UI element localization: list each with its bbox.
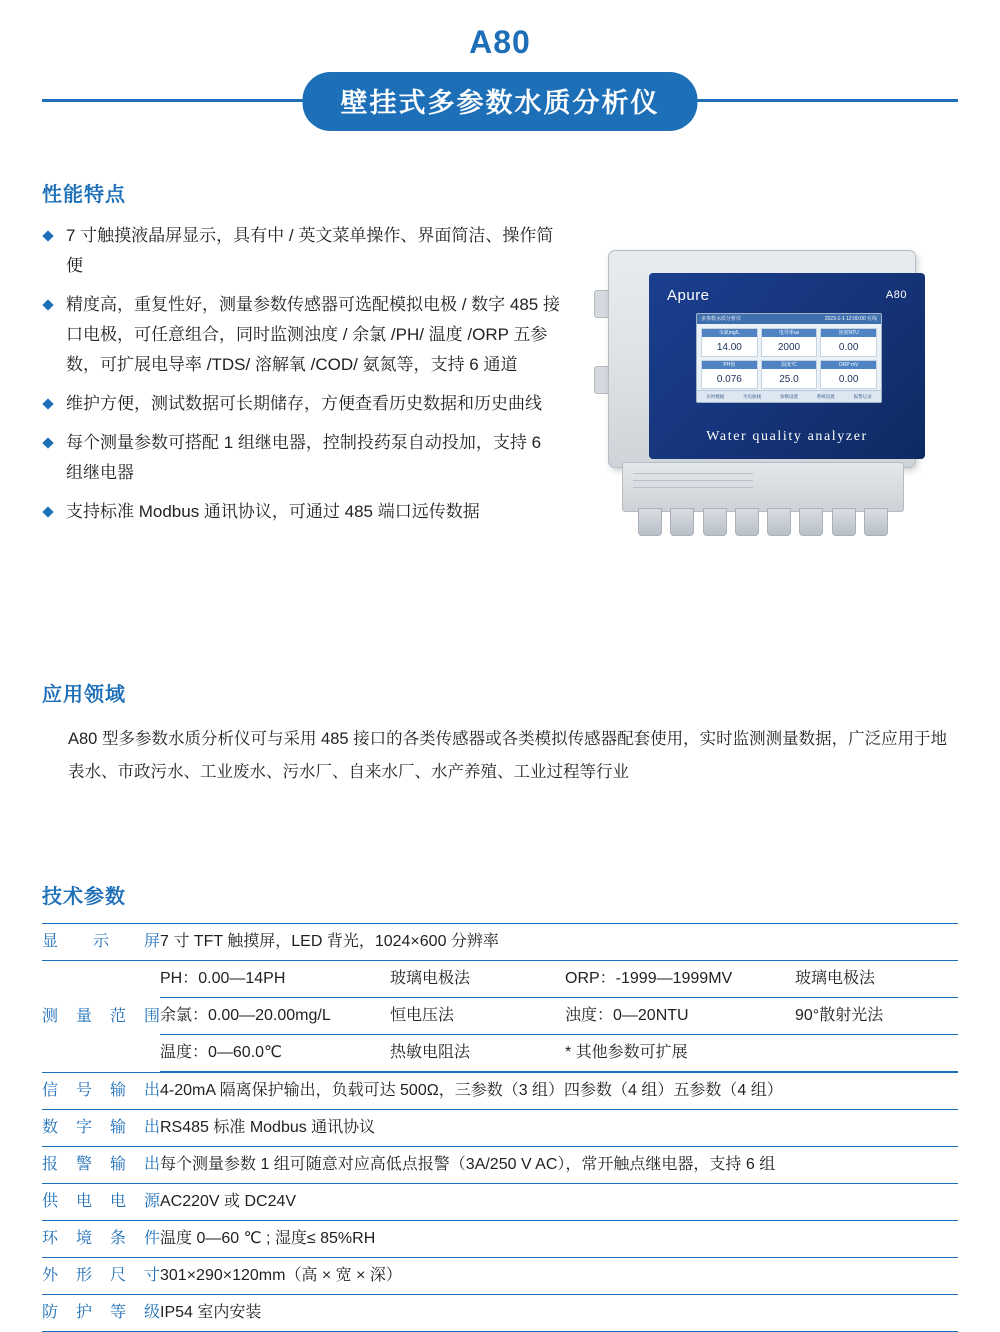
range-table (160, 961, 958, 1072)
spec-value: IP54 室内安装 (160, 1295, 958, 1332)
table-row (42, 1258, 958, 1295)
cable-gland-icon (735, 508, 759, 536)
toolbar-item: 报警记录 (853, 393, 872, 399)
range-cell: 温度：0—60.0℃ (160, 1035, 390, 1072)
device-enclosure (608, 250, 916, 468)
spec-label: 环境条件 (42, 1221, 160, 1258)
spec-value: RS485 标准 Modbus 通讯协议 (160, 1110, 958, 1147)
range-cell (795, 1035, 958, 1072)
spec-value: 301×290×120mm（高 × 宽 × 深） (160, 1258, 958, 1295)
spec-label: 信号输出 (42, 1073, 160, 1110)
tech-section (42, 880, 958, 1332)
list-item (42, 428, 562, 488)
range-cell: 玻璃电极法 (795, 970, 876, 987)
lcd-title: 多参数水质分析仪 (701, 316, 742, 322)
application-text: A80 型多参数水质分析仪可与采用 485 接口的各类传感器或各类模拟传感器配套使用，实时监测测量数据，广泛应用于地表水、市政污水、工业废水、污水厂、自来水厂、水产养殖、工业过程等行业 (68, 730, 948, 781)
lcd-toolbar (697, 390, 881, 402)
spec-value: AC220V 或 DC24V (160, 1184, 958, 1221)
device-brand: Apure (667, 287, 710, 304)
reading-name: 电导率us (762, 329, 817, 337)
reading-value: 14.00 (716, 342, 742, 353)
range-cell: 玻璃电极法 (390, 970, 471, 987)
reading-tile (701, 328, 758, 357)
device-faceplate (649, 273, 925, 459)
diamond-bullet-icon (42, 398, 53, 409)
toolbar-item: 系统设置 (816, 393, 835, 399)
lcd-readings-grid (697, 324, 881, 393)
spec-label: 数字输出 (42, 1110, 160, 1147)
list-item (42, 389, 562, 419)
cable-glands (638, 508, 888, 534)
reading-value: 0.00 (838, 342, 859, 353)
range-cell: 热敏电阻法 (390, 1035, 565, 1072)
table-row (42, 1221, 958, 1258)
lcd-status: 2023-1-1 12:00:00 在线 (824, 316, 877, 322)
spec-value: 每个测量参数 1 组可随意对应高低点报警（3A/250 V AC），常开触点继电器，支持 6 组 (160, 1147, 958, 1184)
reading-tile (761, 328, 818, 357)
table-row (42, 1295, 958, 1332)
reading-name: 温度℃ (762, 361, 817, 369)
range-cell: PH：0.00—14PH (160, 970, 286, 987)
cable-gland-icon (703, 508, 727, 536)
device-terminal-base (622, 462, 904, 512)
range-cell: 余氯：0.00—20.00mg/L (160, 998, 390, 1035)
toolbar-item: 实时数据 (706, 393, 725, 399)
spec-label: 报警输出 (42, 1147, 160, 1184)
spec-table (42, 923, 958, 1332)
reading-name: 浊度NTU (821, 329, 876, 337)
spec-value-grid (160, 961, 958, 1073)
feature-text: 维护方便，测试数据可长期储存，方便查看历史数据和历史曲线 (66, 394, 542, 413)
product-photo (582, 244, 958, 564)
page-title: A80 (469, 24, 531, 60)
table-row (42, 1184, 958, 1221)
table-row (160, 998, 958, 1035)
features-section (42, 178, 562, 536)
spec-label: 外形尺寸 (42, 1258, 160, 1295)
application-section (42, 678, 958, 789)
feature-text: 支持标准 Modbus 通讯协议，可通过 485 端口远传数据 (66, 502, 480, 521)
list-item (42, 290, 562, 380)
spec-label: 防护等级 (42, 1295, 160, 1332)
reading-name: 余氯mg/L (702, 329, 757, 337)
toolbar-item: 参数设置 (779, 393, 798, 399)
title-banner (0, 72, 1000, 128)
table-row (42, 1147, 958, 1184)
spec-label: 测量范围 (42, 961, 160, 1073)
tech-heading: 技术参数 (42, 886, 126, 908)
table-row (42, 1110, 958, 1147)
page-header (0, 0, 1000, 128)
reading-value: 2000 (777, 342, 801, 353)
lcd-titlebar (697, 314, 881, 324)
toolbar-item: 历史曲线 (743, 393, 762, 399)
reading-name: PH值 (702, 361, 757, 369)
reading-tile (820, 360, 877, 389)
range-cell: 90°散射光法 (795, 998, 958, 1035)
features-heading: 性能特点 (42, 184, 126, 206)
spec-label: 显示屏 (42, 924, 160, 961)
table-row (160, 961, 958, 998)
table-row (42, 1073, 958, 1110)
list-item (42, 221, 562, 281)
banner-label: 壁挂式多参数水质分析仪 (303, 72, 698, 131)
reading-value: 0.00 (838, 374, 859, 385)
range-cell: 恒电压法 (390, 998, 565, 1035)
spec-label: 供电电源 (42, 1184, 160, 1221)
reading-value: 0.076 (716, 374, 742, 385)
range-cell: 浊度：0—20NTU (565, 998, 795, 1035)
device-lcd (696, 313, 882, 403)
reading-value: 25.0 (779, 374, 799, 385)
cable-gland-icon (638, 508, 662, 536)
diamond-bullet-icon (42, 299, 53, 310)
application-heading: 应用领域 (42, 684, 126, 706)
device-caption: Water quality analyzer (706, 429, 868, 444)
reading-name: ORP mV (821, 361, 876, 369)
cable-gland-icon (832, 508, 856, 536)
diamond-bullet-icon (42, 230, 53, 241)
feature-text: 7 寸触摸液晶屏显示，具有中 / 英文菜单操作、界面简洁、操作简便 (66, 226, 554, 275)
feature-text: 精度高，重复性好，测量参数传感器可选配模拟电极 / 数字 485 接口电极，可任意组合，同时监测浊度 / 余氯 /PH/ 温度 /ORP 五参数，可扩展电导率 /TDS/ 溶解氧 /COD/ 氨氮等，支持 6 通道 (66, 295, 560, 374)
cable-gland-icon (670, 508, 694, 536)
cable-gland-icon (799, 508, 823, 536)
range-cell: * 其他参数可扩展 (565, 1035, 795, 1072)
reading-tile (761, 360, 818, 389)
diamond-bullet-icon (42, 506, 53, 517)
cable-gland-icon (864, 508, 888, 536)
spec-value: 7 寸 TFT 触摸屏，LED 背光，1024×600 分辨率 (160, 924, 958, 961)
features-list (42, 221, 562, 527)
spec-value: 4-20mA 隔离保护输出，负载可达 500Ω，三参数（3 组）四参数（4 组）五参数（4 组） (160, 1073, 958, 1110)
list-item (42, 497, 562, 527)
table-row (42, 961, 958, 1073)
table-row (42, 924, 958, 961)
table-row (160, 1035, 958, 1072)
range-cell: ORP：-1999—1999MV (565, 970, 733, 987)
feature-text: 每个测量参数可搭配 1 组继电器，控制投药泵自动投加，支持 6 组继电器 (66, 433, 542, 482)
reading-tile (701, 360, 758, 389)
spec-value: 温度 0—60 ℃ ; 湿度≤ 85%RH (160, 1221, 958, 1258)
diamond-bullet-icon (42, 437, 53, 448)
reading-tile (820, 328, 877, 357)
cable-gland-icon (767, 508, 791, 536)
device-model: A80 (885, 289, 907, 301)
